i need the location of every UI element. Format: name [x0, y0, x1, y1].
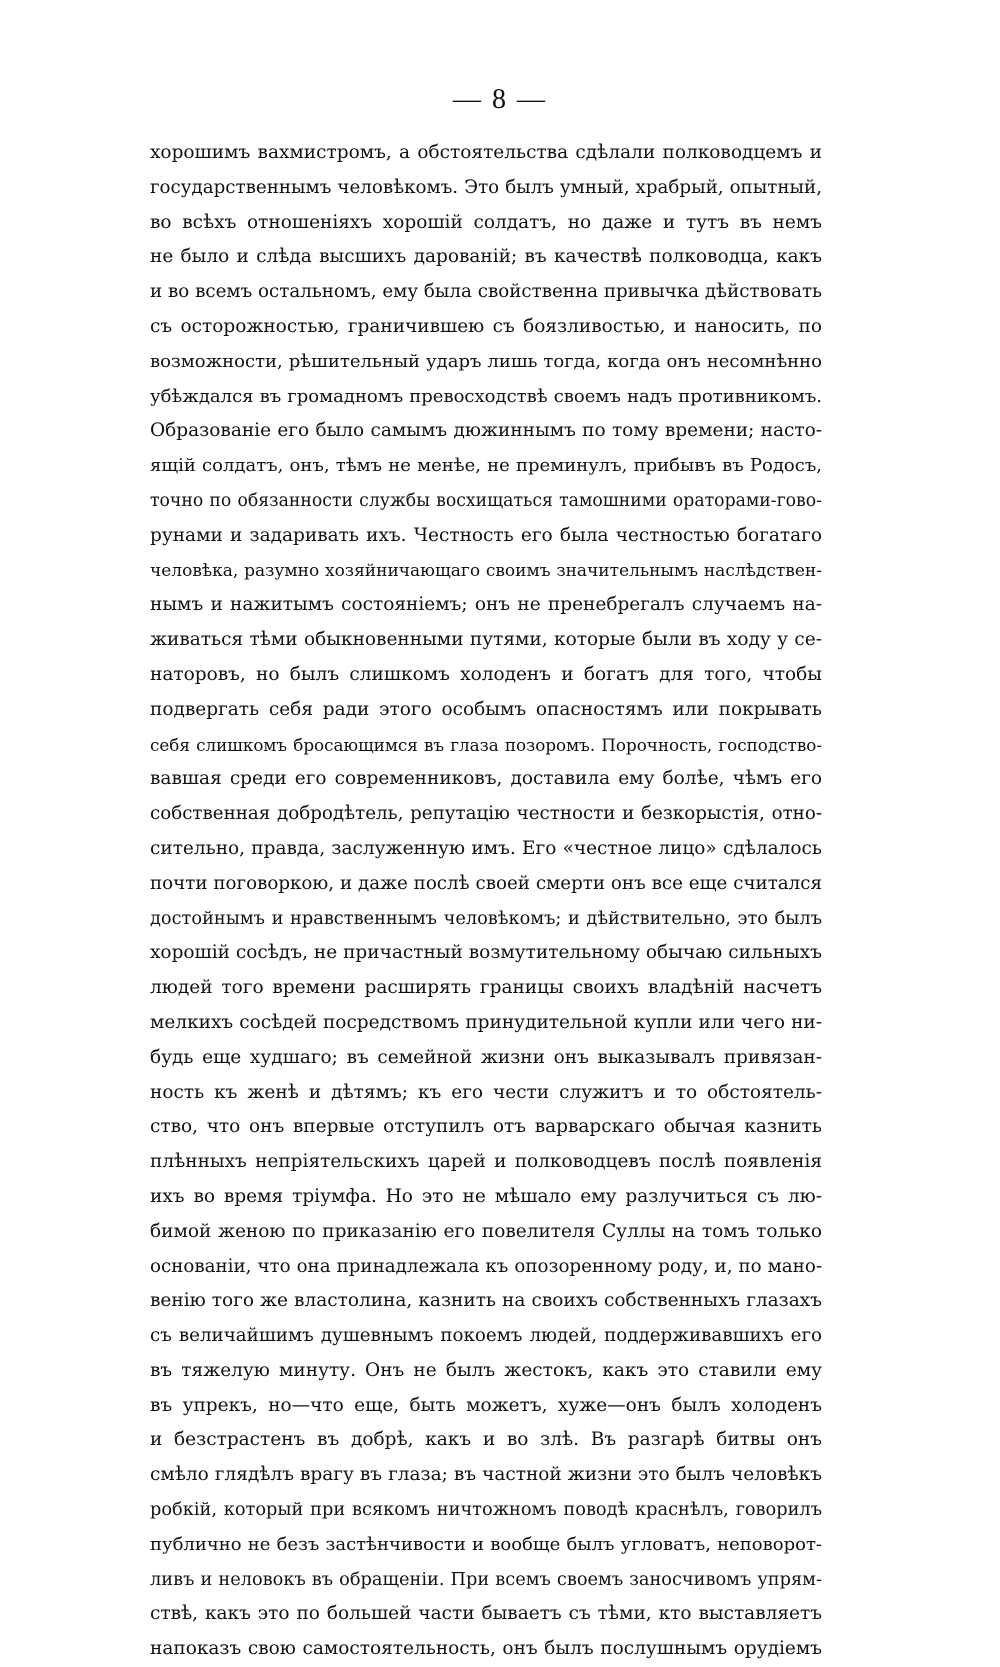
body-text — [150, 136, 822, 1667]
text-line: мелкихъ сосѣдей посредствомъ принудительной купли или чего ни- — [150, 1011, 822, 1033]
text-line: человѣка, разумно хозяйничающаго своимъ значительнымъ наслѣдствен- — [150, 560, 822, 581]
text-line: Образованіе его было самымъ дюжиннымъ по тому времени; насто- — [150, 420, 822, 442]
text-line: хорошимъ вахмистромъ, а обстоятельства сдѣлали полководцемъ и — [150, 142, 822, 163]
text-line: напоказъ свою самостоятельность, онъ былъ послушнымъ орудіемъ — [150, 1638, 822, 1660]
text-line: робкій, который при всякомъ ничтожномъ поводѣ краснѣлъ, говорилъ — [150, 1500, 822, 1521]
text-line: убѣждался въ громадномъ превосходствѣ своемъ надъ противникомъ. — [150, 385, 822, 407]
text-line: рунами и задаривать ихъ. Честность его была честностью богатаго — [150, 524, 822, 546]
text-line: ство, что онъ впервые отступилъ отъ варварскаго обычая казнить — [150, 1116, 822, 1138]
text-line: государственнымъ человѣкомъ. Это былъ умный, храбрый, опытный, — [150, 176, 822, 198]
text-line: съ осторожностью, граничившею съ боязливостью, и наносить, по — [150, 315, 822, 337]
text-line: почти поговоркою, и даже послѣ своей смерти онъ все еще считался — [150, 872, 822, 894]
text-line: нымъ и нажитымъ состояніемъ; онъ не пренебрегалъ случаемъ на- — [150, 594, 822, 616]
text-line: ихъ во время тріумфа. Но это не мѣшало ему разлучиться съ лю- — [150, 1185, 822, 1207]
text-line: въ упрекъ, но—что еще, быть можетъ, хуже—онъ былъ холоденъ — [150, 1394, 822, 1416]
text-line: точно по обязанности службы восхищаться тамошними ораторами-гово- — [150, 490, 822, 511]
text-line: публично не безъ застѣнчивости и вообще былъ угловатъ, неповорот- — [150, 1533, 822, 1555]
text-line: собственная добродѣтель, репутацію честности и безкорыстія, отно- — [150, 803, 822, 825]
text-line: возможности, рѣшительный ударъ лишь тогда, когда онъ несомнѣнно — [150, 350, 822, 372]
page-number: — 8 — — [453, 84, 547, 115]
text-line: будь еще худшаго; въ семейной жизни онъ выказывалъ привязан- — [150, 1046, 822, 1068]
text-line: ствѣ, какъ это по большей части бываетъ съ тѣми, кто выставляетъ — [150, 1603, 822, 1625]
text-line: себя слишкомъ бросающимся въ глаза позоромъ. Порочность, господство- — [150, 734, 822, 755]
text-line: хорошій сосѣдъ, не причастный возмутительному обычаю сильныхъ — [150, 942, 822, 964]
text-line: ливъ и неловокъ въ обращеніи. При всемъ своемъ заносчивомъ упрям- — [150, 1569, 822, 1590]
text-line: и безстрастенъ въ добрѣ, какъ и во злѣ. Въ разгарѣ битвы онъ — [150, 1429, 822, 1451]
text-line: живаться тѣми обыкновенными путями, которые были въ ходу у се- — [150, 629, 822, 651]
text-line: ящій солдатъ, онъ, тѣмъ не менѣе, не преминулъ, прибывъ въ Родосъ, — [150, 455, 822, 477]
text-line: вавшая среди его современниковъ, доставила ему болѣе, чѣмъ его — [150, 768, 822, 790]
text-line: венію того же властолина, казнить на своихъ собственныхъ глазахъ — [150, 1290, 822, 1312]
text-line: смѣло глядѣлъ врагу въ глаза; въ частной жизни это былъ человѣкъ — [150, 1464, 822, 1486]
text-line: ность къ женѣ и дѣтямъ; къ его чести служитъ и то обстоятель- — [150, 1081, 822, 1103]
text-line: людей того времени расширять границы своихъ владѣній насчетъ — [150, 977, 822, 999]
text-line: бимой женою по приказанію его повелителя Суллы на томъ только — [150, 1220, 822, 1242]
text-line: плѣнныхъ непріятельскихъ царей и полководцевъ послѣ появленія — [150, 1151, 822, 1173]
text-line: не было и слѣда высшихъ дарованій; въ качествѣ полководца, какъ — [150, 246, 822, 268]
text-line: основаніи, что она принадлежала къ опозоренному роду, и, по мано- — [150, 1255, 822, 1277]
text-line: въ тяжелую минуту. Онъ не былъ жестокъ, какъ это ставили ему — [150, 1359, 822, 1381]
text-line: сительно, правда, заслуженную имъ. Его «честное лицо» сдѣлалось — [150, 837, 822, 859]
text-line: достойнымъ и нравственнымъ человѣкомъ; и дѣйствительно, это былъ — [150, 908, 822, 929]
text-line: съ величайшимъ душевнымъ покоемъ людей, поддерживавшихъ его — [150, 1325, 822, 1347]
text-line: во всѣхъ отношеніяхъ хорошій солдатъ, но даже и тутъ въ немъ — [150, 211, 822, 233]
text-line: наторовъ, но былъ слишкомъ холоденъ и богатъ для того, чтобы — [150, 663, 822, 685]
text-line: и во всемъ остальномъ, ему была свойственна привычка дѣйствовать — [150, 281, 822, 303]
text-line: подвергать себя ради этого особымъ опасностямъ или покрывать — [150, 698, 822, 720]
